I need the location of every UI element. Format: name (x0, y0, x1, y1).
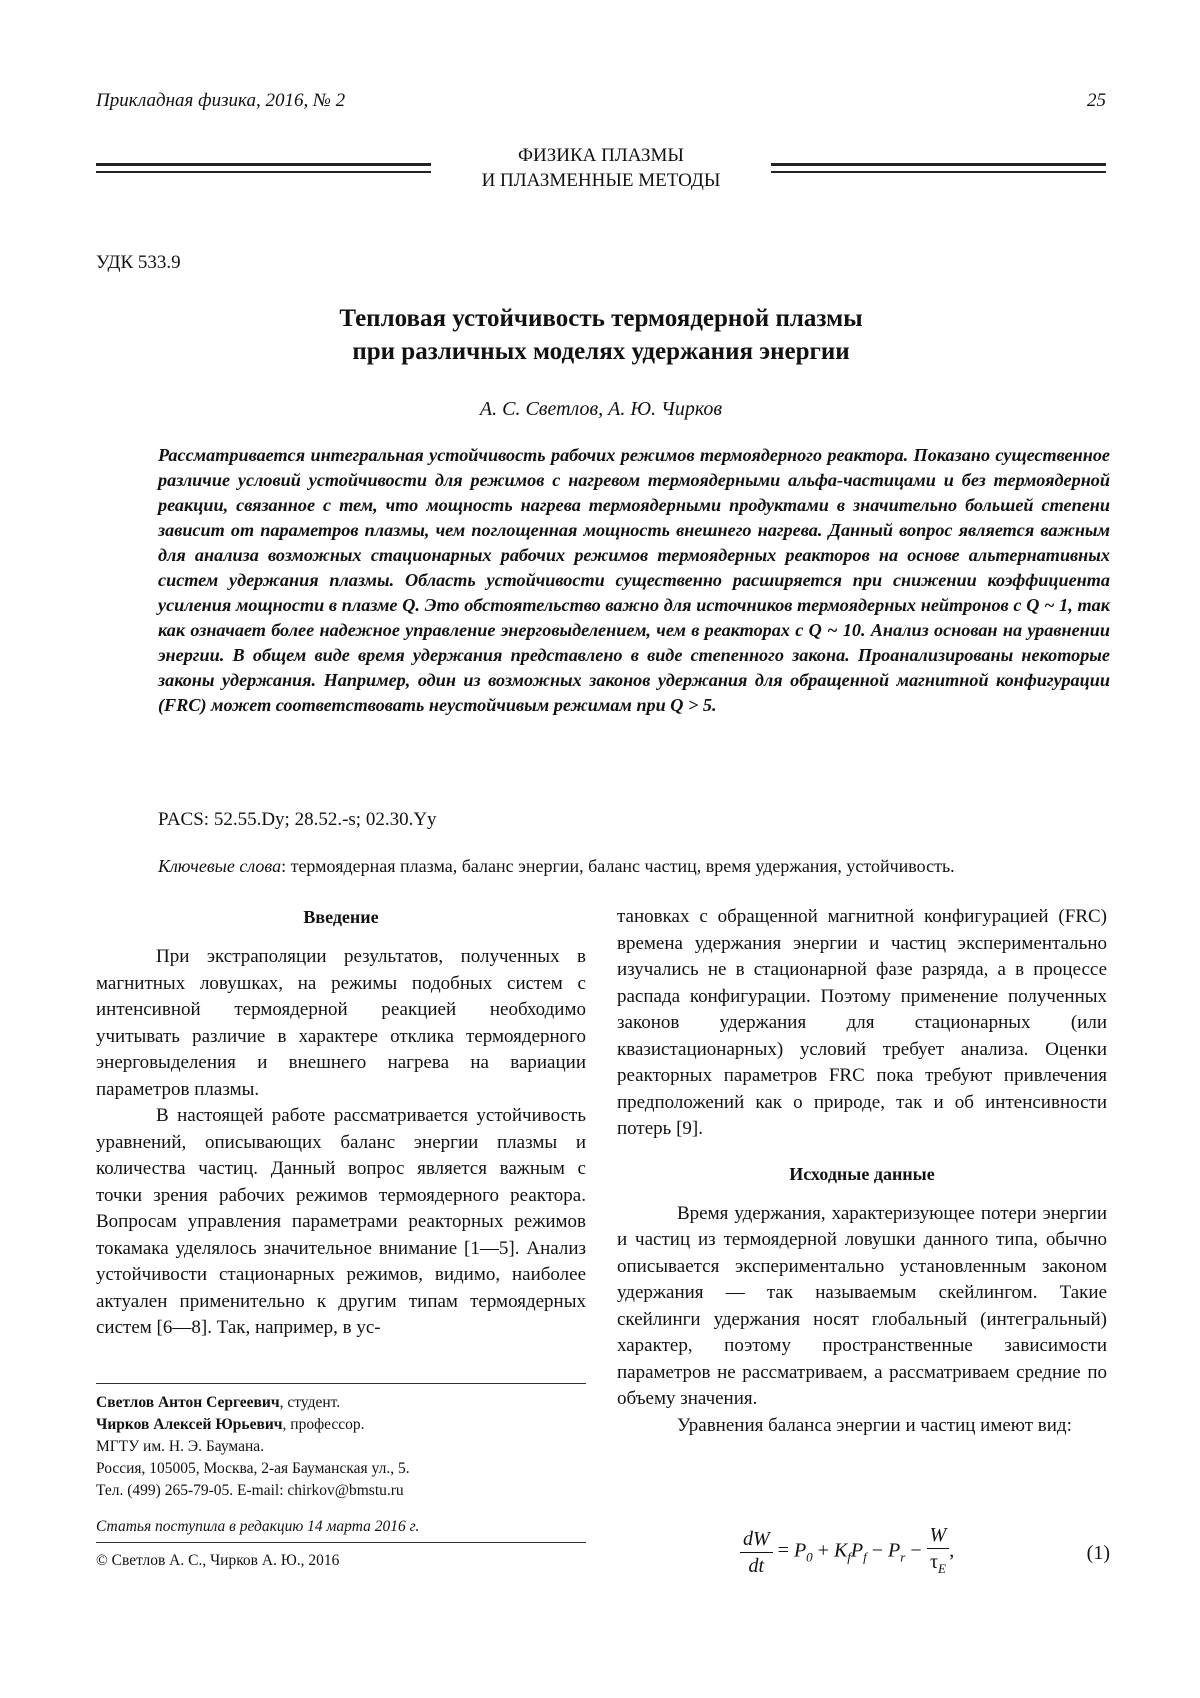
equation-1 (740, 1522, 1110, 1592)
udk-code: УДК 533.9 (96, 252, 181, 273)
address: Россия, 105005, Москва, 2-ая Бауманская ул., 5. (96, 1460, 410, 1477)
copyright: © Светлов А. С., Чирков А. Ю., 2016 (96, 1552, 340, 1569)
paragraph: Время удержания, характеризующее потери энергии и частиц из термоядерной ловушки данного типа, обычно описывается экспериментально установленным законом удержания — так называемым скейлингом. Такие скейлинги удержания носят глобальный (интегральный) характер, поэтому пространственные зависимости параметров не рассматриваем, а рассматриваем средние по объему значения. (617, 1202, 1107, 1409)
initial-data-heading: Исходные данные (789, 1163, 935, 1184)
authors: А. С. Светлов, А. Ю. Чирков (479, 398, 723, 420)
left-column (96, 907, 586, 1342)
page-number: 25 (1087, 90, 1106, 111)
journal-citation: Прикладная физика, 2016, № 2 (96, 90, 346, 111)
section-rule-left (96, 163, 431, 173)
paragraph: При экстраполяции результатов, полученных в магнитных ловушках, на режимы подобных систем с интенсивной термоядерной реакцией необходимо учитывать различие в характере отклика термоядерного энерговыделения и внешнего нагрева на вариации параметров плазмы. (96, 946, 586, 1100)
received-date: Статья поступила в редакцию 14 марта 2016 г. (96, 1518, 420, 1535)
contact: Тел. (499) 265-79-05. E-mail: chirkov@bmstu.ru (96, 1482, 404, 1499)
keywords-text: : термоядерная плазма, баланс энергии, баланс частиц, время удержания, устойчивость. (281, 856, 955, 876)
derivative-fraction: $\frac{dW}{dt}$ (740, 1526, 773, 1579)
paragraph: тановках с обращенной магнитной конфигурацией (FRC) времена удержания энергии и частиц экспериментально изучались не в стационарной фазе разряда, а в процессе распада конфигурации. Поэтому применение полученных законов удержания для стационарных (или квазистационарных) условий требует анализа. Оценки реакторных параметров FRC пока требуют привлечения предположений как о природе, так и об интенсивности потерь [9]. (617, 906, 1107, 1139)
paragraph: В настоящей работе рассматривается устойчивость уравнений, описывающих баланс энергии плазмы и количества частиц. Данный вопрос является важным с точки зрения рабочих режимов термоядерного реактора. Вопросам управления параметрами реакторных режимов токамака уделялось значительное внимание [1—5]. Анализ устойчивости стационарных режимов, видимо, наиболее актуален применительно к другим типам термоядерных систем [6—8]. Так, например, в ус- (96, 1105, 586, 1338)
right-column (617, 904, 1107, 1439)
abstract: Рассматривается интегральная устойчивость рабочих режимов термоядерного реактора. Показано существенное различие условий устойчивости для режимов с нагревом термоядерными альфа-частицами и без термоядерной реакции, связанное с тем, что мощность нагрева термоядерными продуктами в значительно большей степени зависит от параметров плазмы, чем поглощенная мощность внешнего нагрева. Данный вопрос является важным для анализа возможных стационарных рабочих режимов термоядерных реакторов на основе альтернативных систем удержания плазмы. Область устойчивости существенно расширяется при снижении коэффициента усиления мощности в плазме Q. Это обстоятельство важно для источников термоядерных нейтронов с Q ~ 1, так как означает более надежное управление энерговыделением, чем в реакторах с Q ~ 10. Анализ основан на уравнении энергии. В общем виде время удержания представлено в виде степенного закона. Проанализированы некоторые законы удержания. Например, один из возможных законов удержания для обращенной магнитной конфигурации (FRC) может соответствовать неустойчивым режимам при Q > 5. (158, 445, 1110, 715)
pacs-codes: PACS: 52.55.Dy; 28.52.-s; 02.30.Yy (158, 809, 437, 830)
section-rule-right (771, 163, 1106, 173)
running-head (96, 90, 1106, 112)
copyright-divider (96, 1542, 586, 1543)
footnote-divider (96, 1383, 586, 1384)
section-title: ФИЗИКА ПЛАЗМЫ И ПЛАЗМЕННЫЕ МЕТОДЫ (481, 145, 721, 191)
intro-heading: Введение (303, 907, 379, 927)
keywords (158, 856, 1110, 877)
equation-number: (1) (1086, 1542, 1110, 1564)
author-footnote: Светлов Антон Сергеевич, студент. Чирков Алексей Юрьевич, профессор. МГТУ им. Н. Э. Баумана. Россия, 105005, Москва, 2-ая Бауманская ул., 5. Тел. (499) 265-79-05. E-mail: chirkov@bmstu.ru Статья поступила в редакцию 14 марта 2016 г. (96, 1392, 586, 1538)
equation-body: $\frac{dW}{dt}$ = $P_0 + K_fP_f - P_r$ − $\frac{W}{\tau_E}$ , (740, 1522, 954, 1582)
paragraph: Уравнения баланса энергии и частиц имеют вид: (677, 1414, 1072, 1436)
section-header (96, 143, 1106, 193)
article-title: Тепловая устойчивость термоядерной плазмы при различных моделях удержания энергии (339, 305, 863, 365)
affiliation: МГТУ им. Н. Э. Баумана. (96, 1438, 265, 1455)
loss-fraction: $\frac{W}{\tau_E}$ (927, 1522, 950, 1582)
keywords-label: Ключевые слова (158, 856, 282, 876)
